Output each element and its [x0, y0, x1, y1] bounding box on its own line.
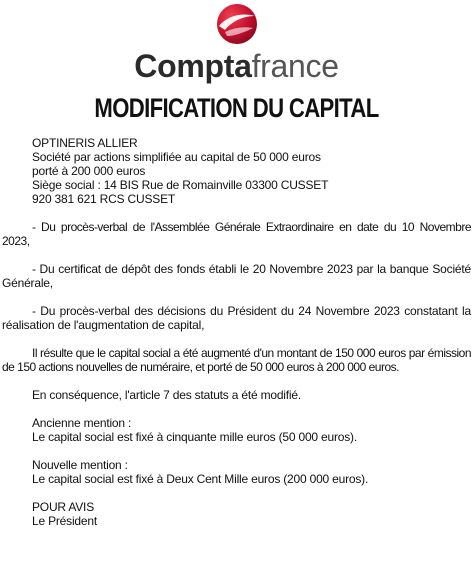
comptafrance-logo: [0, 2, 473, 84]
paragraph-article-modified: En conséquence, l'article 7 des statuts a été modifié.: [32, 388, 301, 402]
signature-block: [2, 500, 471, 528]
notice-title: MODIFICATION DU CAPITAL: [94, 93, 379, 123]
old-mention-text: Le capital social est fixé à cinquante mille euros (50 000 euros).: [32, 430, 357, 444]
company-name: OPTINERIS ALLIER: [32, 136, 138, 150]
new-mention-block: [2, 458, 471, 486]
company-address: Siège social : 14 BIS Rue de Romainville 03300 CUSSET: [32, 178, 329, 192]
signature-line-1: POUR AVIS: [32, 500, 94, 514]
paragraph-president-decision: - Du procès-verbal des décisions du Président du 24 Novembre 2023 constatant la réalisation de l'augmentation de capital,: [2, 304, 471, 332]
logo-brand-bold: Compta: [134, 48, 252, 84]
paragraph-capital-increase: Il résulte que le capital social a été augmenté d'un montant de 150 000 euros par émission de 150 actions nouvelles de numéraire, et porté de 50 000 euros à 200 000 euros.: [2, 346, 471, 374]
logo-brand-light: france: [251, 48, 339, 84]
capital-change: porté à 200 000 euros: [32, 164, 146, 178]
paragraph-agm: - Du procès-verbal de l'Assemblée Générale Extraordinaire en date du 10 Novembre 2023,: [2, 220, 471, 248]
old-mention-label: Ancienne mention :: [32, 416, 132, 430]
logo-wordmark: [0, 48, 473, 84]
company-rcs: 920 381 621 RCS CUSSET: [32, 192, 176, 206]
new-mention-label: Nouvelle mention :: [32, 458, 128, 472]
company-form: Société par actions simplifiée au capital de 50 000 euros: [32, 150, 321, 164]
notice-body: [2, 136, 471, 528]
paragraph-deposit: - Du certificat de dépôt des fonds établi le 20 Novembre 2023 par la banque Société Générale,: [2, 262, 471, 290]
signature-line-2: Le Président: [32, 514, 97, 528]
comptafrance-emblem-icon: [211, 2, 263, 46]
old-mention-block: [2, 416, 471, 444]
new-mention-text: Le capital social est fixé à Deux Cent Mille euros (200 000 euros).: [32, 472, 369, 486]
company-block: [2, 136, 471, 206]
